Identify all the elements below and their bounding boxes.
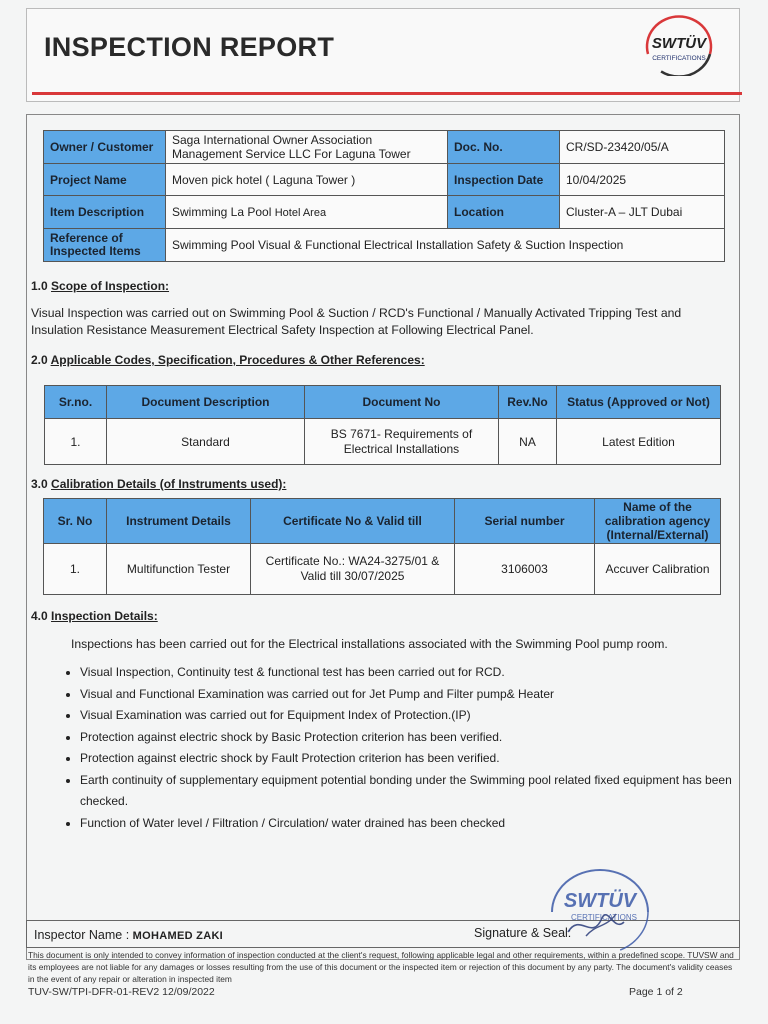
- codes-cell-status: Latest Edition: [557, 419, 721, 465]
- calibration-heading: 3.0 Calibration Details (of Instruments used):: [31, 477, 287, 491]
- table-row: [45, 419, 721, 465]
- scope-text: Visual Inspection was carried out on Swimming Pool & Suction / RCD's Functional / Manually Activated Tripping Test and Insulation Resistance Measurement Electrical Safety Inspection at Following Electrical Panel.: [31, 306, 682, 337]
- doc-no-value: CR/SD-23420/05/A: [560, 131, 725, 164]
- svg-text:SWTÜV: SWTÜV: [651, 35, 707, 52]
- list-item: • Visual and Functional Examination was carried out for Jet Pump and Filter pump& Heater: [80, 684, 760, 706]
- svg-text:CERTIFICATIONS: CERTIFICATIONS: [652, 55, 706, 62]
- reference-label: Reference of Inspected Items: [44, 229, 166, 262]
- reference-value: Swimming Pool Visual & Functional Electrical Installation Safety & Suction Inspection: [166, 229, 725, 262]
- item-description-label: Item Description: [44, 196, 166, 229]
- codes-col-description: Document Description: [107, 386, 305, 419]
- cal-cell-serial: 3106003: [455, 544, 595, 595]
- cal-cell-sr: 1.: [44, 544, 107, 595]
- codes-heading: 2.0 Applicable Codes, Specification, Procedures & Other References:: [31, 353, 425, 367]
- details-heading: 4.0 Inspection Details:: [31, 609, 158, 623]
- inspector-name: Inspector Name : MOHAMED ZAKI: [34, 928, 224, 942]
- cal-col-instrument: Instrument Details: [107, 499, 251, 544]
- item-description-value: Swimming La Pool Hotel Area: [166, 196, 448, 229]
- cal-col-certificate: Certificate No & Valid till: [251, 499, 455, 544]
- list-item: • Protection against electric shock by Fault Protection criterion has been verified.: [80, 748, 760, 770]
- svg-text:CERTIFICATIONS: CERTIFICATIONS: [571, 913, 637, 922]
- cal-cell-agency: Accuver Calibration: [595, 544, 721, 595]
- list-item: • Protection against electric shock by Basic Protection criterion has been verified.: [80, 727, 760, 749]
- codes-col-status: Status (Approved or Not): [557, 386, 721, 419]
- info-table: [43, 130, 725, 262]
- list-item: • Function of Water level / Filtration / Circulation/ water drained has been checked: [80, 813, 760, 835]
- list-item: • Visual Inspection, Continuity test & functional test has been carried out for RCD.: [80, 662, 760, 684]
- codes-cell-doc: BS 7671- Requirements of Electrical Installations: [305, 419, 499, 465]
- inspection-date-label: Inspection Date: [448, 164, 560, 196]
- cal-col-srno: Sr. No: [44, 499, 107, 544]
- owner-label: Owner / Customer: [44, 131, 166, 164]
- svg-text:SWTÜV: SWTÜV: [563, 890, 637, 912]
- signature-label: Signature & Seal:: [474, 926, 572, 940]
- cal-col-serial: Serial number: [455, 499, 595, 544]
- cal-cell-instrument: Multifunction Tester: [107, 544, 251, 595]
- doc-no-label: Doc. No.: [448, 131, 560, 164]
- seal-stamp: [540, 852, 660, 952]
- scope-heading: 1.0 Scope of Inspection:: [31, 279, 170, 293]
- cal-col-agency: Name of the calibration agency (Internal/External): [595, 499, 721, 544]
- list-item: • Visual Examination was carried out for Equipment Index of Protection.(IP): [80, 705, 760, 727]
- page-number: Page 1 of 2: [629, 986, 683, 998]
- calibration-table: [43, 498, 721, 595]
- title-underline: [32, 92, 742, 95]
- form-code: TUV-SW/TPI-DFR-01-REV2 12/09/2022: [28, 986, 215, 998]
- codes-col-rev: Rev.No: [499, 386, 557, 419]
- location-label: Location: [448, 196, 560, 229]
- codes-cell-sr: 1.: [45, 419, 107, 465]
- disclaimer-text: This document is only intended to convey information of inspection conducted at the client's request, following applicable legal and other requirements, within a predefined scope. TUVSW and its employees are not liable for any damages or losses resulting from the use of this document or the inspected item or rejection of this document by any party. The document's validity ceases in the event of any repair or alteration in inspected item: [28, 950, 734, 984]
- page-title: INSPECTION REPORT: [44, 32, 335, 62]
- codes-cell-desc: Standard: [107, 419, 305, 465]
- project-value: Moven pick hotel ( Laguna Tower ): [166, 164, 448, 196]
- owner-value: Saga International Owner Association Management Service LLC For Laguna Tower: [166, 131, 448, 164]
- list-item: • Earth continuity of supplementary equipment potential bonding under the Swimming pool related fixed equipment has been checked.: [80, 770, 760, 813]
- details-intro: Inspections has been carried out for the Electrical installations associated with the Swimming Pool pump room.: [71, 637, 668, 651]
- codes-col-srno: Sr.no.: [45, 386, 107, 419]
- codes-cell-rev: NA: [499, 419, 557, 465]
- project-label: Project Name: [44, 164, 166, 196]
- cal-cell-cert: Certificate No.: WA24-3275/01 & Valid till 30/07/2025: [251, 544, 455, 595]
- location-value: Cluster-A – JLT Dubai: [560, 196, 725, 229]
- table-row: [44, 544, 721, 595]
- codes-col-docno: Document No: [305, 386, 499, 419]
- details-list: [52, 662, 760, 834]
- codes-table: [44, 385, 721, 465]
- inspection-date-value: 10/04/2025: [560, 164, 725, 196]
- swtuv-logo: [638, 14, 720, 76]
